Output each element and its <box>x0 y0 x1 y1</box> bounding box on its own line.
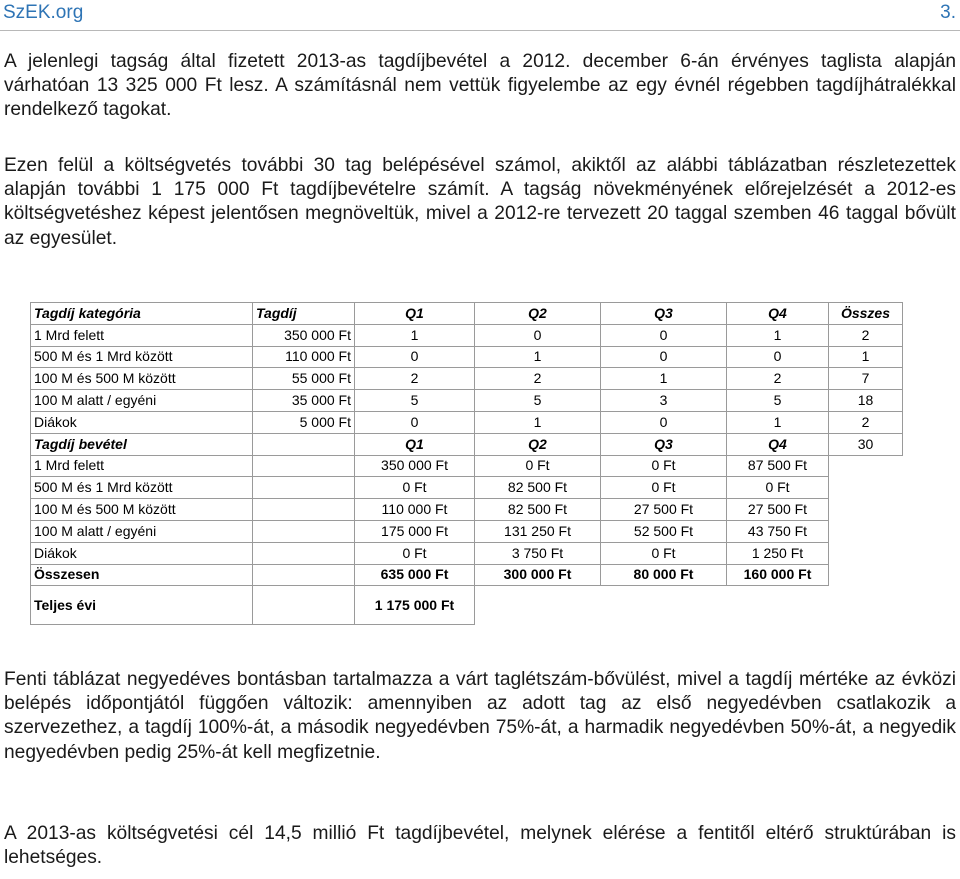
cell-q2-income: 82 500 Ft <box>475 477 601 499</box>
paragraph-new-members: Ezen felül a költségvetés további 30 tag belépésével számol, akiktől az alábbi táblázatban részletezettek alapján további 1 175 000 Ft tagdíjbevételre számít. A tagság növekményének előrejelzését a 2012-es költségvetéshez képest jelentősen megnöveltük, mivel a 2012-re tervezett 20 taggal szemben 46 taggal bővült az egyesület. <box>4 155 956 249</box>
cell-q1-income: 0 Ft <box>355 477 475 499</box>
site-link[interactable]: SzEK.org <box>3 2 84 23</box>
grand-total-row <box>31 586 903 625</box>
cell-empty <box>253 564 355 586</box>
cell-category: 500 M és 1 Mrd között <box>31 346 253 368</box>
cell-q2: 2 <box>475 368 601 390</box>
header-q2: Q2 <box>475 303 601 325</box>
cell-fee: 55 000 Ft <box>253 368 355 390</box>
cell-q1: 0 <box>355 411 475 433</box>
cell-category: Diákok <box>31 411 253 433</box>
cell-category: 100 M és 500 M között <box>31 368 253 390</box>
cell-q2: 0 <box>475 324 601 346</box>
cell-empty <box>253 542 355 564</box>
sum-q3: 80 000 Ft <box>601 564 727 586</box>
cell-q4-income: 43 750 Ft <box>727 520 829 542</box>
cell-q2-income: 0 Ft <box>475 455 601 477</box>
cell-empty <box>253 455 355 477</box>
cell-blank <box>829 499 903 521</box>
cell-q1: 1 <box>355 324 475 346</box>
table-row <box>31 390 903 412</box>
cell-q2: 1 <box>475 411 601 433</box>
cell-q2: 1 <box>475 346 601 368</box>
cell-q3: 1 <box>601 368 727 390</box>
cell-q4: 5 <box>727 390 829 412</box>
table-row <box>31 542 903 564</box>
header-fee: Tagdíj <box>253 303 355 325</box>
cell-q3-income: 0 Ft <box>601 455 727 477</box>
cell-q3-income: 52 500 Ft <box>601 520 727 542</box>
membership-fee-table <box>30 302 903 625</box>
table-row <box>31 324 903 346</box>
income-header-empty <box>253 433 355 455</box>
cell-category: 100 M és 500 M között <box>31 499 253 521</box>
cell-total: 7 <box>829 368 903 390</box>
cell-total: 1 <box>829 346 903 368</box>
cell-blank <box>829 455 903 477</box>
cell-q2-income: 82 500 Ft <box>475 499 601 521</box>
income-header-q3: Q3 <box>601 433 727 455</box>
cell-fee: 5 000 Ft <box>253 411 355 433</box>
table-row <box>31 520 903 542</box>
grand-total-label: Teljes évi <box>31 586 253 625</box>
cell-blank <box>829 586 903 625</box>
cell-total: 2 <box>829 324 903 346</box>
cell-q4: 0 <box>727 346 829 368</box>
cell-q3-income: 0 Ft <box>601 477 727 499</box>
header-q1: Q1 <box>355 303 475 325</box>
cell-q4: 2 <box>727 368 829 390</box>
cell-q1-income: 0 Ft <box>355 542 475 564</box>
income-header-q4: Q4 <box>727 433 829 455</box>
sum-q1: 635 000 Ft <box>355 564 475 586</box>
cell-q2-income: 131 250 Ft <box>475 520 601 542</box>
cell-q2-income: 3 750 Ft <box>475 542 601 564</box>
cell-fee: 110 000 Ft <box>253 346 355 368</box>
cell-q1: 2 <box>355 368 475 390</box>
income-header-row <box>31 433 903 455</box>
cell-empty <box>253 520 355 542</box>
cell-category: 100 M alatt / egyéni <box>31 390 253 412</box>
total-new-members: 30 <box>829 433 903 455</box>
cell-q1-income: 175 000 Ft <box>355 520 475 542</box>
cell-category: Diákok <box>31 542 253 564</box>
sum-q2: 300 000 Ft <box>475 564 601 586</box>
cell-category: 1 Mrd felett <box>31 455 253 477</box>
sum-label: Összesen <box>31 564 253 586</box>
cell-q4-income: 27 500 Ft <box>727 499 829 521</box>
header-category: Tagdíj kategória <box>31 303 253 325</box>
income-header-label: Tagdíj bevétel <box>31 433 253 455</box>
cell-blank <box>829 520 903 542</box>
cell-fee: 35 000 Ft <box>253 390 355 412</box>
income-header-q2: Q2 <box>475 433 601 455</box>
cell-q4: 1 <box>727 324 829 346</box>
cell-empty <box>253 586 355 625</box>
cell-blank <box>727 586 829 625</box>
cell-q3: 0 <box>601 346 727 368</box>
cell-q1-income: 350 000 Ft <box>355 455 475 477</box>
header-q3: Q3 <box>601 303 727 325</box>
cell-q4: 1 <box>727 411 829 433</box>
cell-q1-income: 110 000 Ft <box>355 499 475 521</box>
income-header-q1: Q1 <box>355 433 475 455</box>
cell-q2: 5 <box>475 390 601 412</box>
cell-q3: 0 <box>601 411 727 433</box>
cell-q1: 5 <box>355 390 475 412</box>
cell-empty <box>253 499 355 521</box>
table-row <box>31 368 903 390</box>
table-header-row <box>31 303 903 325</box>
table-row <box>31 499 903 521</box>
cell-total: 18 <box>829 390 903 412</box>
cell-blank <box>829 477 903 499</box>
cell-q3-income: 27 500 Ft <box>601 499 727 521</box>
cell-total: 2 <box>829 411 903 433</box>
paragraph-table-explanation: Fenti táblázat negyedéves bontásban tartalmazza a várt taglétszám-bővülést, mivel a tagdíj mértéke az évközi belépés időpontjától függően változik: amennyiben az adott tag az első negyedévben csatlakozik a szervezethez, a tagdíj 100%-át, a második negyedévben 75%-át, a harmadik negyedévben 50%-át, a negyedik negyedévben pedig 25%-át kell megfizetnie. <box>4 669 956 763</box>
cell-q3: 3 <box>601 390 727 412</box>
sum-q4: 160 000 Ft <box>727 564 829 586</box>
cell-q4-income: 0 Ft <box>727 477 829 499</box>
cell-fee: 350 000 Ft <box>253 324 355 346</box>
table-row <box>31 455 903 477</box>
page-number: 3. <box>940 2 956 23</box>
cell-blank <box>829 564 903 586</box>
table-row <box>31 477 903 499</box>
page-header <box>0 0 960 31</box>
header-q4: Q4 <box>727 303 829 325</box>
cell-q1: 0 <box>355 346 475 368</box>
sum-row <box>31 564 903 586</box>
cell-category: 100 M alatt / egyéni <box>31 520 253 542</box>
cell-blank <box>829 542 903 564</box>
cell-category: 500 M és 1 Mrd között <box>31 477 253 499</box>
cell-blank <box>475 586 601 625</box>
paragraph-current-membership: A jelenlegi tagság által fizetett 2013-as tagdíjbevétel a 2012. december 6-án érvényes taglista alapján várhatóan 13 325 000 Ft lesz. A számításnál nem vettük figyelembe az egy évnél régebben tagdíjhátralékkal rendelkező tagokat. <box>4 51 956 121</box>
paragraph-budget-target: A 2013-as költségvetési cél 14,5 millió Ft tagdíjbevétel, melynek elérése a fentitől eltérő struktúrában is lehetséges. <box>4 823 956 869</box>
cell-category: 1 Mrd felett <box>31 324 253 346</box>
cell-q4-income: 1 250 Ft <box>727 542 829 564</box>
header-total: Összes <box>829 303 903 325</box>
cell-q3: 0 <box>601 324 727 346</box>
table-row <box>31 346 903 368</box>
grand-total-value: 1 175 000 Ft <box>355 586 475 625</box>
cell-q4-income: 87 500 Ft <box>727 455 829 477</box>
cell-blank <box>601 586 727 625</box>
cell-empty <box>253 477 355 499</box>
cell-q3-income: 0 Ft <box>601 542 727 564</box>
table-row <box>31 411 903 433</box>
